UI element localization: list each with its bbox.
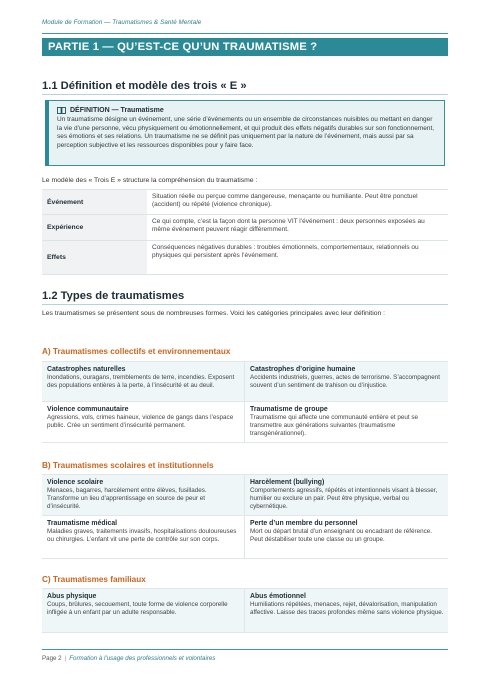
three-e-key: Expérience [42,215,147,240]
three-e-row [42,241,448,275]
footer-rule [42,649,448,650]
definition-title: DÉFINITION — Traumatisme [70,107,164,114]
type-card [245,516,448,559]
section-heading-definition: 1.1 Définition et modèle des trois « E » [42,80,247,92]
footer-separator: | [64,655,67,662]
type-card-text: Inondations, ouragans, tremblements de terre, incendies. Exposent des populations entières à la perte, à l’insécurité et au deuil. [47,374,235,389]
type-card-text: Mort ou départ brutal d’un enseignant ou encadrant de référence. Peut déstabiliser toute une classe ou un groupe. [250,528,433,543]
types-intro: Les traumatismes se présentent sous de nombreuses formes. Voici les catégories principales avec leur définition : [42,310,386,317]
type-card-title: Abus physique [47,593,97,600]
group-c-grid [42,588,448,633]
definition-text: Un traumatisme désigne un événement, une série d’événements ou un ensemble de circonstances nuisibles ou mettant en danger la vie d’une personne, vécu physiquement ou émotionnellement, et qui produit des effets négatifs durables sur son fonctionnement, ses émotions et ses relations. Un traumatisme ne se définit pas uniquement par la nature de l’événement, mais aussi par sa perception subjective et les ressources disponibles pour y faire face. [57,116,435,149]
type-card-text: Accidents industriels, guerres, actes de terrorisme. S’accompagnent souvent d’un sentiment de trahison ou d’injustice. [250,374,441,389]
type-card-title: Violence communautaire [47,406,129,413]
book-icon [57,107,66,114]
footer-note: Formation à l’usage des professionnels et volontaires [69,655,216,662]
type-card-title: Catastrophes d’origine humaine [250,366,356,373]
type-card [245,475,448,516]
type-card-title: Violence scolaire [47,479,104,486]
running-header: Module de Formation — Traumatismes & Santé Mentale [42,19,202,26]
part-banner: PARTIE 1 — QU’EST-CE QU’UN TRAUMATISME ? [42,38,448,56]
three-e-intro: Le modèle des « Trois E » structure la compréhension du traumatisme : [42,177,258,184]
three-e-value: Ce qui compte, c’est la façon dont la personne VIT l’événement : deux personnes exposées au même événement peuvent réagir différemment. [152,218,425,234]
group-b-title: B) Traumatismes scolaires et institutionnels [42,461,214,470]
type-card-text: Maladies graves, traitements invasifs, hospitalisations douloureuses ou chirurgies. L’enfant vit une perte de contrôle sur son corps. [47,528,237,543]
type-card [42,362,245,402]
three-e-key: Événement [42,190,147,214]
section-rule [42,304,448,305]
definition-title-row [57,106,437,115]
type-card-text: Agressions, vols, crimes haineux, violence de gangs dans l’espace public. Crée un sentiment d’insécurité permanent. [47,414,234,429]
type-card-title: Catastrophes naturelles [47,366,126,373]
group-b-grid [42,474,448,559]
page-number: Page 2 [42,655,62,662]
type-card [42,516,245,559]
group-a-title: A) Traumatismes collectifs et environnementaux [42,347,231,356]
section-rule [42,94,448,95]
type-card-title: Harcèlement (bullying) [250,479,325,486]
three-e-value: Conséquences négatives durables : troubles émotionnels, comportementaux, relationnels ou physiques qui persistent après l’événement. [152,244,419,260]
type-card-text: Menaces, bagarres, harcèlement entre élèves, fusillades. Transforme un lieu d’apprentissage en source de peur et d’insécurité. [47,487,207,510]
three-e-row [42,215,448,241]
definition-box [45,100,445,166]
section-heading-types: 1.2 Types de traumatismes [42,290,185,302]
type-card-title: Traumatisme médical [47,520,118,527]
page-footer [42,655,215,662]
type-card-title: Abus émotionnel [250,593,306,600]
type-card [245,402,448,443]
type-card [42,589,245,633]
three-e-key: Effets [42,241,147,274]
three-e-row [42,189,448,215]
three-e-table [42,189,448,275]
type-card-text: Traumatisme qui affecte une communauté entière et peut se transmettre aux générations suivantes (traumatisme transgénérationnel). [250,414,419,437]
type-card [42,402,245,443]
type-card-text: Comportements agressifs, répétés et intentionnels visant à blesser, humilier ou exclure un pair. Peut être physique, verbal ou cybernétique. [250,487,438,510]
type-card-title: Traumatisme de groupe [250,406,328,413]
type-card [42,475,245,516]
group-a-grid [42,361,448,443]
type-card-text: Humiliations répétées, menaces, rejet, dévalorisation, manipulation affective. Laisse des traces profondes même sans violence physique. [250,601,444,616]
group-c-title: C) Traumatismes familiaux [42,575,146,584]
type-card-text: Coups, brûlures, secouement, toute forme de violence corporelle infligée à un enfant par un adulte responsable. [47,601,228,616]
type-card [245,362,448,402]
type-card-title: Perte d’un membre du personnel [250,520,358,527]
header-rule [42,33,448,34]
three-e-value: Situation réelle ou perçue comme dangereuse, menaçante ou humiliante. Peut être ponctuel (accident) ou répété (violence chronique). [152,193,418,209]
type-card [245,589,448,633]
